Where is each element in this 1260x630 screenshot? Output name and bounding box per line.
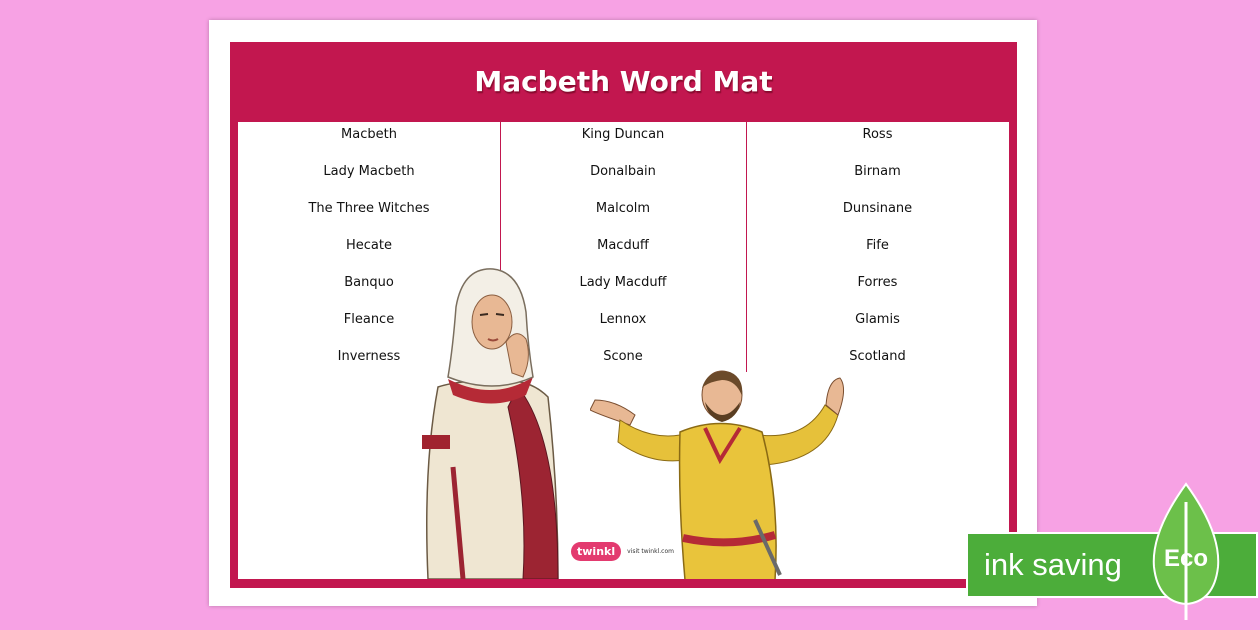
word-inverness: Inverness	[337, 349, 401, 364]
ink-saving-label: ink saving	[984, 547, 1122, 582]
word-forres: Forres	[857, 275, 898, 290]
word-scotland: Scotland	[849, 349, 906, 364]
word-fleance: Fleance	[343, 312, 395, 327]
word-glamis: Glamis	[855, 312, 900, 327]
word-malcolm: Malcolm	[595, 201, 651, 216]
twinkl-url: visit twinkl.com	[627, 547, 674, 555]
word-birnam: Birnam	[854, 164, 901, 179]
word-dunsinane: Dunsinane	[842, 201, 913, 216]
word-ross: Ross	[862, 127, 893, 142]
word-fife: Fife	[866, 238, 889, 253]
word-lady-macduff: Lady Macduff	[579, 275, 667, 290]
lady-macbeth-illustration	[408, 267, 568, 579]
word-lady-macbeth: Lady Macbeth	[323, 164, 415, 179]
word-mat-frame	[230, 42, 1017, 588]
word-macbeth: Macbeth	[341, 127, 397, 142]
word-king-duncan: King Duncan	[581, 127, 665, 142]
word-donalbain: Donalbain	[590, 164, 656, 179]
word-panel	[238, 122, 1009, 579]
word-scone: Scone	[603, 349, 643, 364]
twinkl-brand: twinkl	[571, 542, 621, 561]
word-mat-sheet	[209, 20, 1037, 606]
word-macduff: Macduff	[597, 238, 649, 253]
word-lennox: Lennox	[599, 312, 647, 327]
twinkl-logo	[571, 540, 674, 562]
word-three-witches: The Three Witches	[308, 201, 430, 216]
word-banquo: Banquo	[344, 275, 394, 290]
eco-label: Eco	[1163, 545, 1208, 572]
page-title: Macbeth Word Mat	[474, 64, 773, 98]
word-hecate: Hecate	[346, 238, 392, 253]
